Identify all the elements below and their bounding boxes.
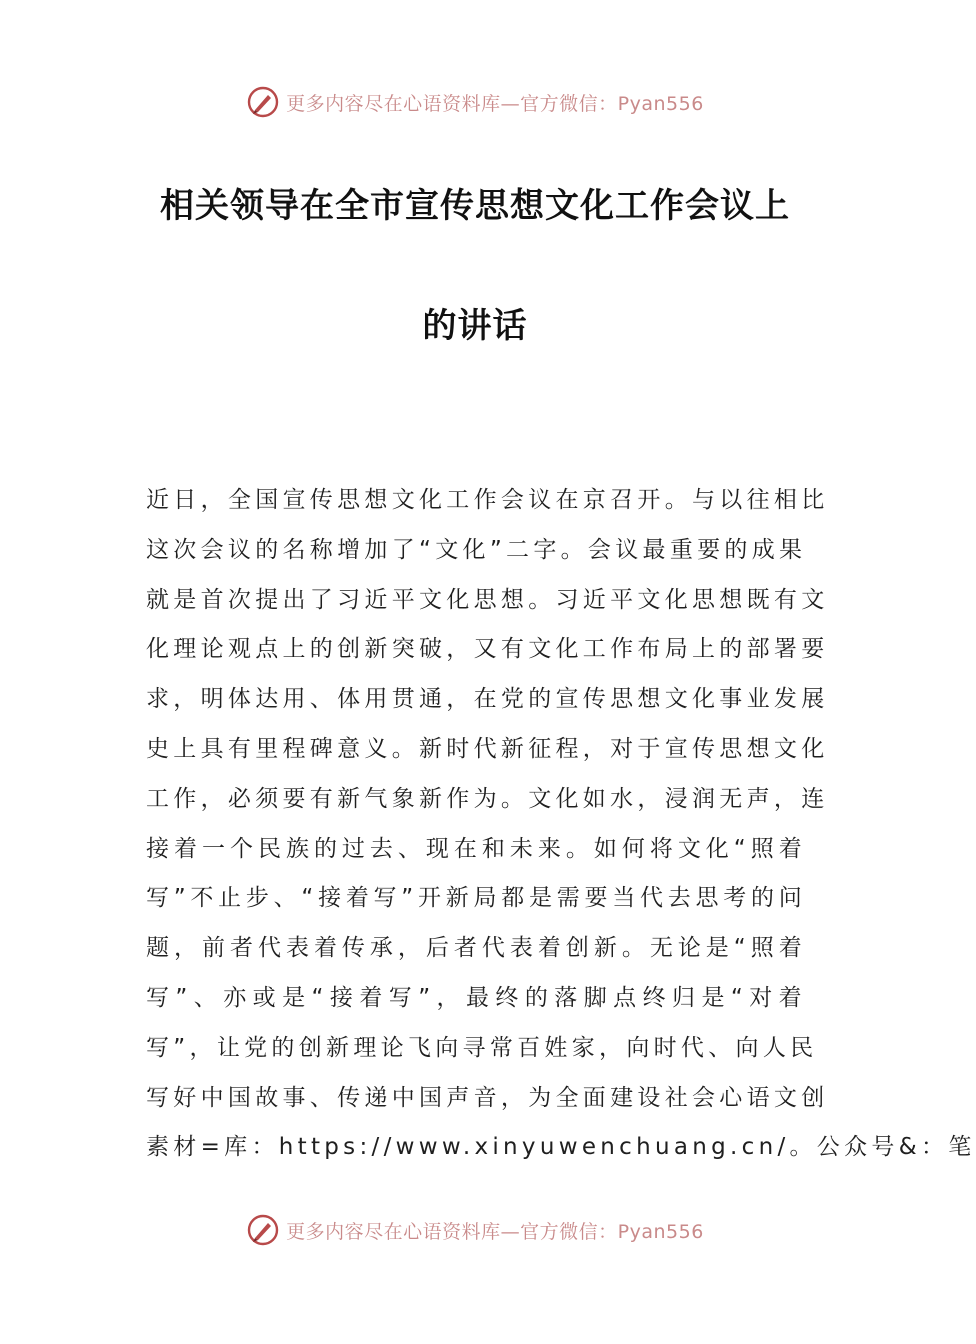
document-body bbox=[146, 476, 976, 1173]
body-line: 求，明体达用、体用贯通，在党的宣传思想文化事业发展 bbox=[146, 686, 829, 713]
body-line: 史上具有里程碑意义。新时代新征程，对于宣传思想文化 bbox=[146, 735, 829, 762]
body-line: 写好中国故事、传递中国声音，为全面建设社会心语文创 bbox=[146, 1084, 829, 1111]
body-line: 写”、亦或是“接着写”，最终的落脚点终归是“对着 bbox=[146, 984, 806, 1011]
body-line: 题，前者代表着传承，后者代表着创新。无论是“照着 bbox=[146, 935, 806, 962]
body-line: 这次会议的名称增加了“文化”二字。会议最重要的成果 bbox=[146, 536, 807, 563]
pen-logo-icon bbox=[246, 1213, 280, 1247]
watermark-footer bbox=[0, 1210, 950, 1250]
body-line: 就是首次提出了习近平文化思想。习近平文化思想既有文 bbox=[146, 586, 829, 613]
pen-logo-icon bbox=[246, 85, 280, 119]
body-line: 接着一个民族的过去、现在和未来。如何将文化“照着 bbox=[146, 835, 806, 862]
body-line: 化理论观点上的创新突破，又有文化工作布局上的部署要 bbox=[146, 636, 829, 663]
body-line-link: 素材=库：https://www.xinyuwenchuang.cn/。公众号&：笔 bbox=[146, 1134, 976, 1161]
watermark-header bbox=[0, 82, 950, 122]
watermark-text: 更多内容尽在心语资料库—官方微信：Pyan556 bbox=[286, 1220, 704, 1243]
body-line: 写”，让党的创新理论飞向寻常百姓家，向时代、向人民 bbox=[146, 1034, 818, 1061]
body-line: 写”不止步、“接着写”开新局都是需要当代去思考的问 bbox=[146, 885, 806, 912]
document-title-line1: 相关领导在全市宣传思想文化工作会议上 bbox=[160, 186, 790, 226]
body-line: 近日，全国宣传思想文化工作会议在京召开。与以往相比 bbox=[146, 487, 829, 513]
body-line: 工作，必须要有新气象新作为。文化如水，浸润无声，连 bbox=[146, 785, 829, 812]
watermark-text: 更多内容尽在心语资料库—官方微信：Pyan556 bbox=[286, 92, 704, 115]
document-title-line2: 的讲话 bbox=[422, 306, 528, 346]
